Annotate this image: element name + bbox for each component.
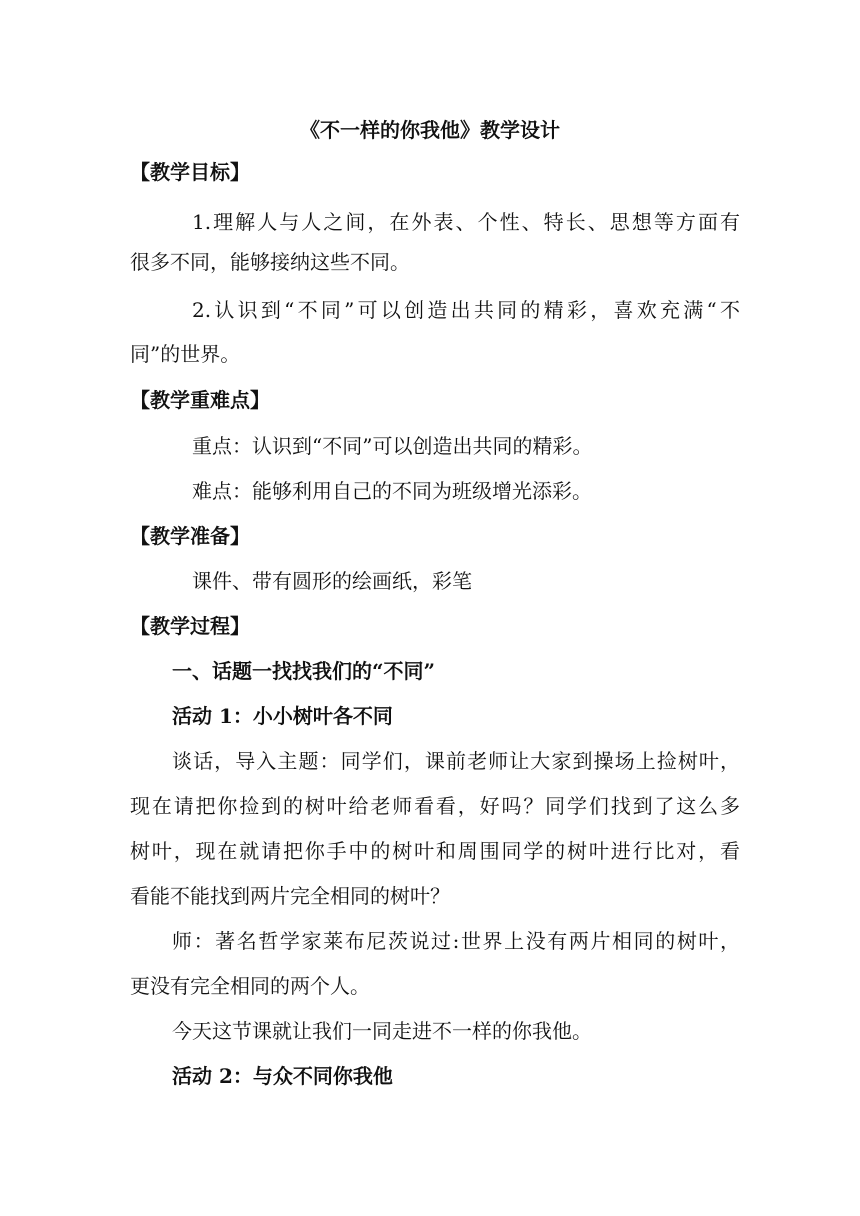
process-part-1-title: 一、话题一找找我们的“不同” [172,659,436,683]
paragraph-2-line-1: 师：著名哲学家莱布尼茨说过:世界上没有两片相同的树叶， [172,929,740,953]
paragraph-1-line-3: 树叶，现在就请把你手中的树叶和周围同学的树叶进行比对，看 [130,839,740,863]
objective-1-line-1: 1.理解人与人之间，在外表、个性、特长、思想等方面有 [192,210,740,234]
activity-2-title: 活动 2：与众不同你我他 [172,1064,393,1088]
objective-2-line-2: 同”的世界。 [130,342,241,366]
key-point-text: 重点：认识到“不同”可以创造出共同的精彩。 [192,434,593,458]
paragraph-1-line-1: 谈话，导入主题：同学们，课前老师让大家到操场上捡树叶， [172,749,740,773]
document-title: 《不一样的你我他》教学设计 [300,118,560,142]
paragraph-3: 今天这节课就让我们一同走进不一样的你我他。 [172,1019,592,1043]
section-heading-preparation: 【教学准备】 [130,524,250,548]
paragraph-2-line-2: 更没有完全相同的两个人。 [130,974,370,998]
activity-1-title: 活动 1：小小树叶各不同 [172,704,393,728]
objective-1-line-2: 很多不同，能够接纳这些不同。 [130,250,410,274]
preparation-text: 课件、带有圆形的绘画纸，彩笔 [192,569,472,593]
paragraph-1-line-2: 现在请把你捡到的树叶给老师看看，好吗？同学们找到了这么多 [130,794,740,818]
paragraph-1-line-4: 看能不能找到两片完全相同的树叶？ [130,884,450,908]
section-heading-objectives: 【教学目标】 [130,160,250,184]
section-heading-key-points: 【教学重难点】 [130,388,270,412]
section-heading-process: 【教学过程】 [130,614,250,638]
difficult-point-text: 难点：能够利用自己的不同为班级增光添彩。 [192,479,592,503]
objective-2-line-1: 2.认识到“不同”可以创造出共同的精彩，喜欢充满“不 [192,298,740,322]
